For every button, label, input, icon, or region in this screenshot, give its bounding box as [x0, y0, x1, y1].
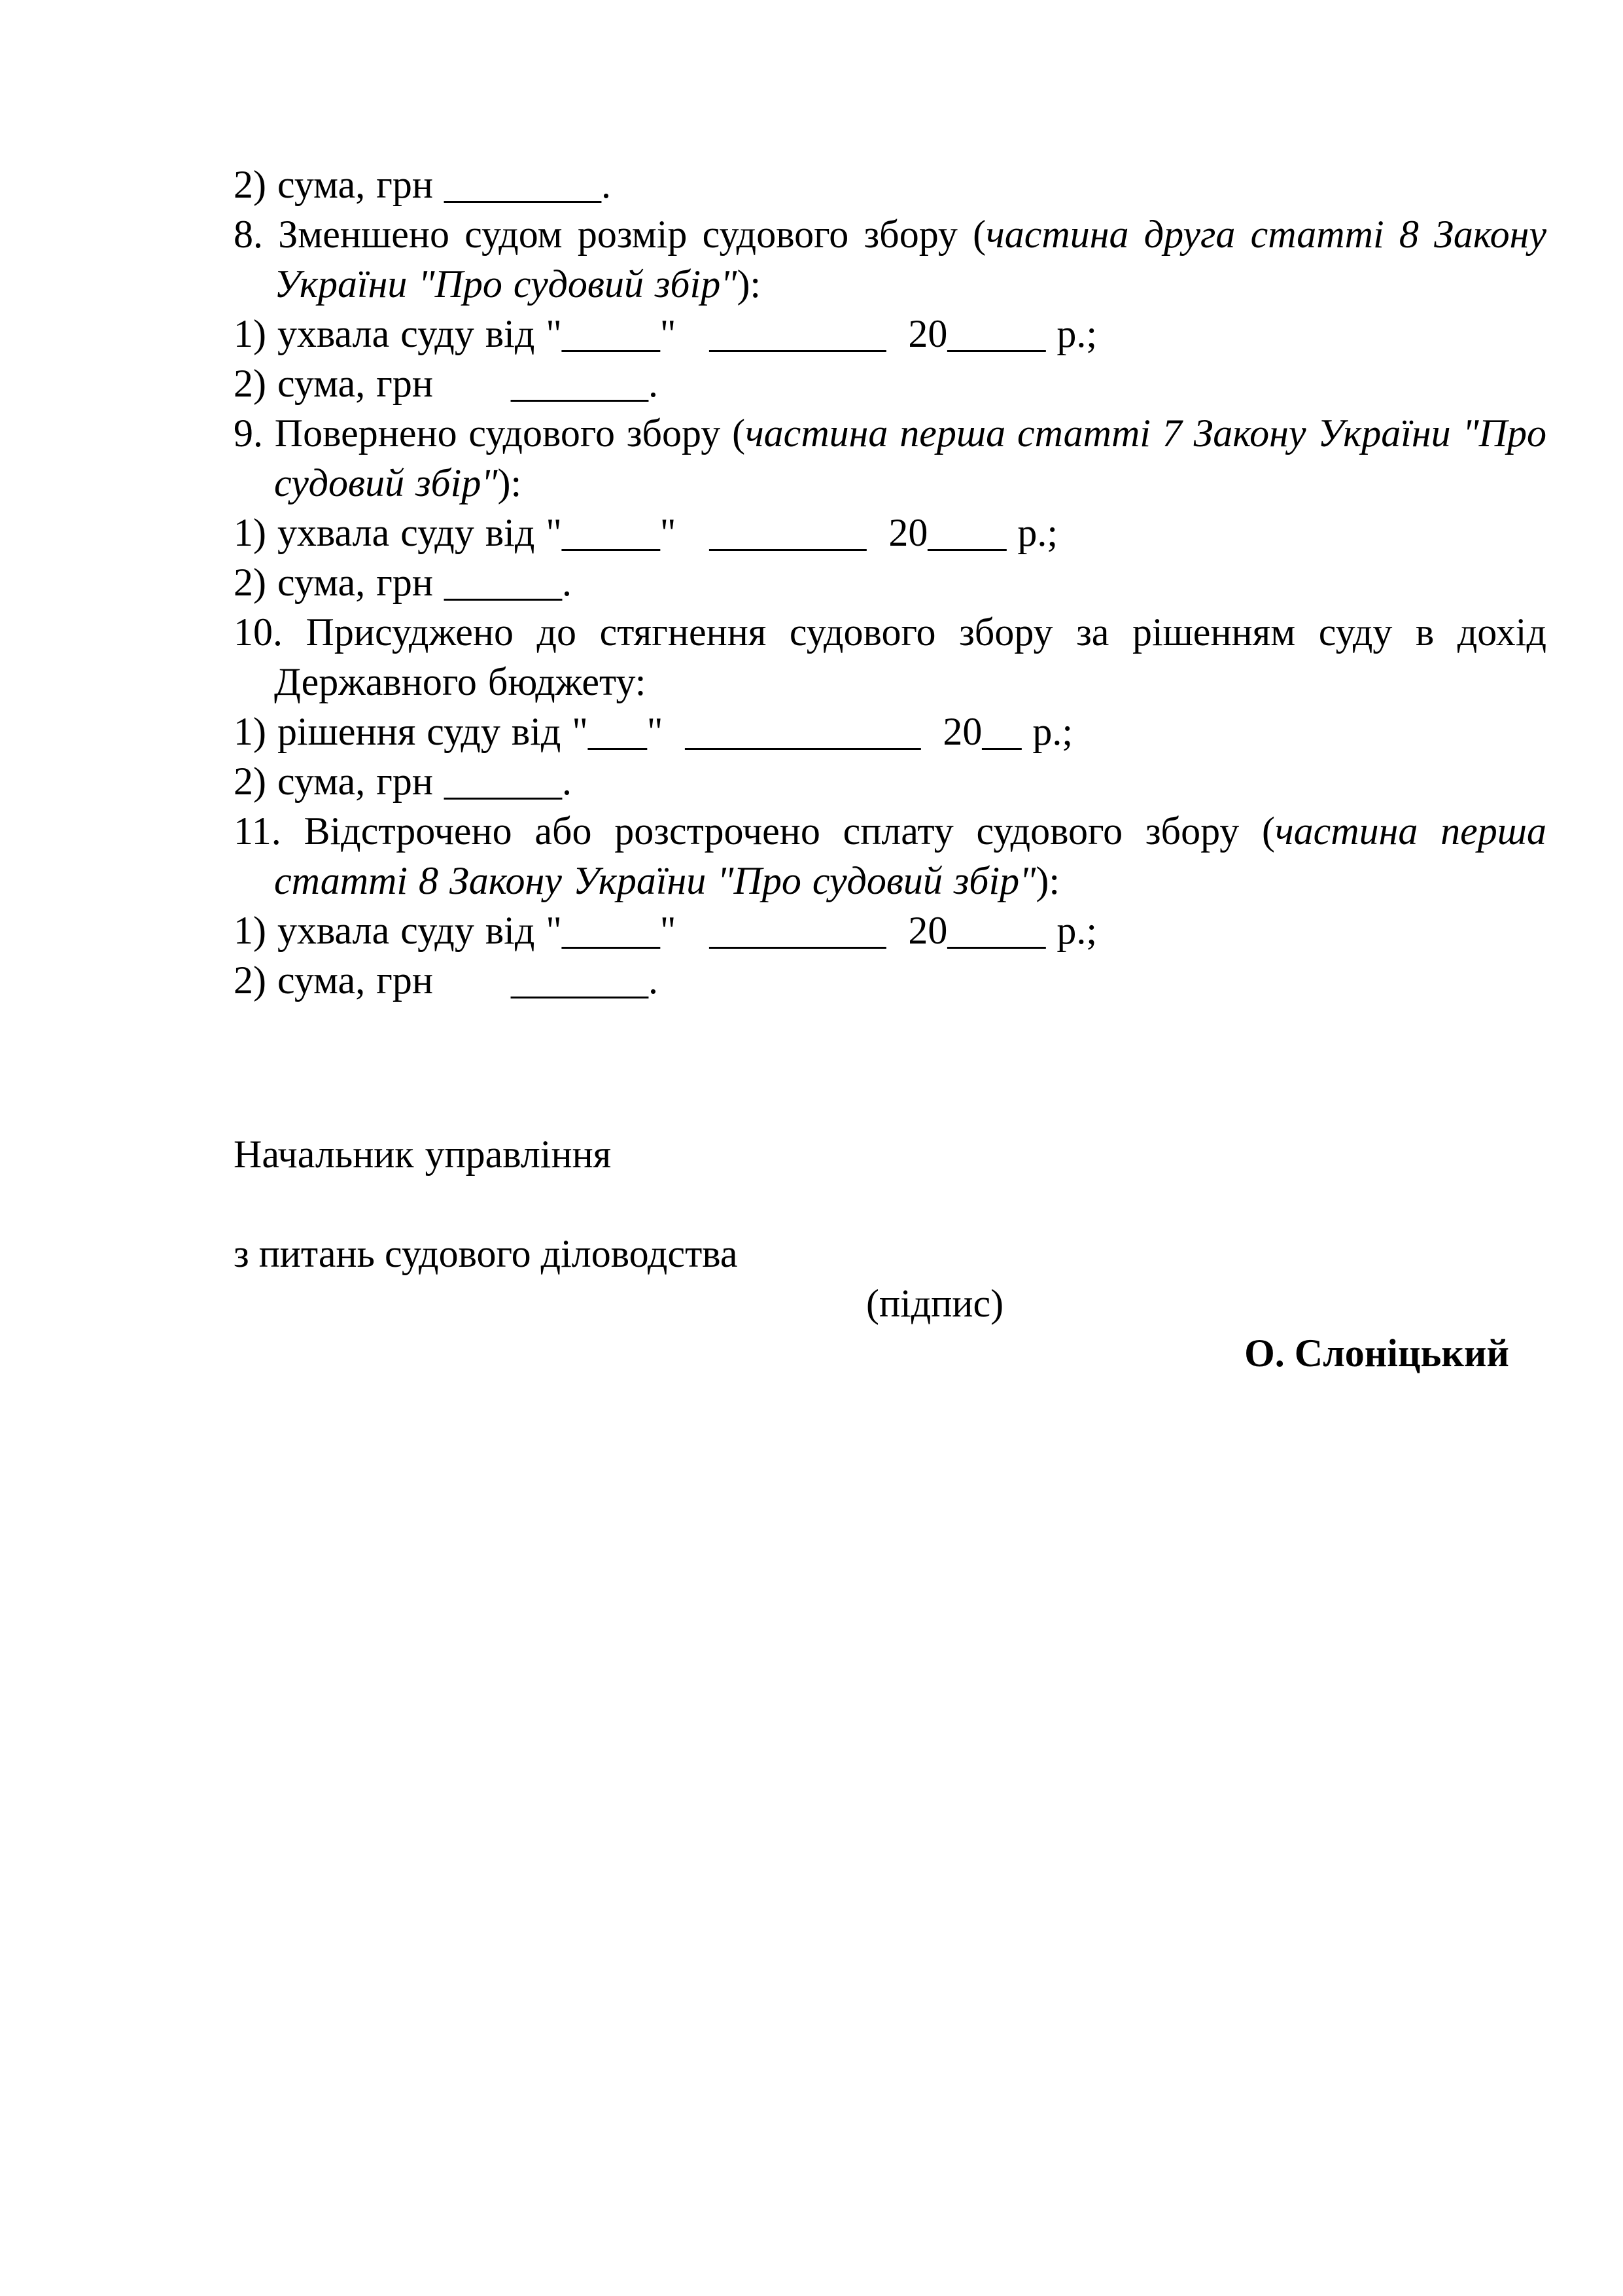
text-run: 1) ухвала суду від "_____" _________ 20_____ р.; — [234, 312, 1098, 355]
text-run: 1) рішення суду від "___" ____________ 20__ р.; — [234, 710, 1073, 753]
signatory-name: О. Слоніцький — [1244, 1332, 1509, 1375]
item8-sum-line — [234, 359, 1546, 408]
text-run: 2) сума, грн ______. — [234, 561, 572, 604]
text-run-italic: частина друга статті 8 Закону України "Про судовий збір" — [274, 213, 1558, 306]
text-content — [234, 160, 1558, 1375]
signature-row — [234, 1179, 1546, 1375]
text-run: Начальник управління — [234, 1133, 612, 1176]
signature-block — [234, 1129, 1546, 1375]
text-run: ): — [497, 461, 522, 504]
text-run: ): — [1036, 859, 1060, 902]
item9-sum-line — [234, 557, 1546, 607]
text-run: 1) ухвала суду від "_____" ________ 20____ р.; — [234, 511, 1058, 554]
text-run-italic: частина перша статті 8 Закону України "Про судовий збір" — [274, 809, 1558, 902]
text-run: 2) сума, грн _______. — [234, 959, 658, 1002]
signature-placeholder-label: (підпис) — [866, 1282, 1004, 1325]
item11-heading — [234, 806, 1558, 906]
text-run: 2) сума, грн ________. — [234, 163, 611, 206]
item9-heading — [234, 408, 1558, 508]
item7-sum-line — [234, 160, 1546, 209]
item10-ruling-line — [234, 707, 1546, 756]
text-run: ): — [737, 262, 761, 306]
text-run-italic: частина перша статті 7 Закону України "Про судовий збір" — [274, 412, 1558, 504]
item11-ruling-line — [234, 906, 1546, 955]
signatory-title-line1 — [234, 1129, 1546, 1179]
text-run: 11. Відстрочено або розстрочено сплату судового збору ( — [234, 809, 1275, 853]
signatory-title-line2: з питань судового діловодства — [234, 1232, 738, 1275]
item9-ruling-line — [234, 508, 1546, 557]
item10-sum-line — [234, 756, 1546, 806]
text-run: 2) сума, грн _______. — [234, 362, 658, 405]
item11-sum-line — [234, 955, 1546, 1005]
item10-heading — [234, 607, 1558, 707]
text-run: 9. Повернено судового збору ( — [234, 412, 746, 455]
text-run: 10. Присуджено до стягнення судового збору за рішенням суду в дохід Державного бюджету: — [234, 610, 1558, 703]
item8-ruling-line — [234, 309, 1546, 359]
item8-heading — [234, 209, 1558, 309]
text-run: 2) сума, грн ______. — [234, 760, 572, 803]
text-run: 8. Зменшено судом розмір судового збору ( — [234, 213, 986, 256]
text-run: 1) ухвала суду від "_____" _________ 20_____ р.; — [234, 909, 1098, 952]
